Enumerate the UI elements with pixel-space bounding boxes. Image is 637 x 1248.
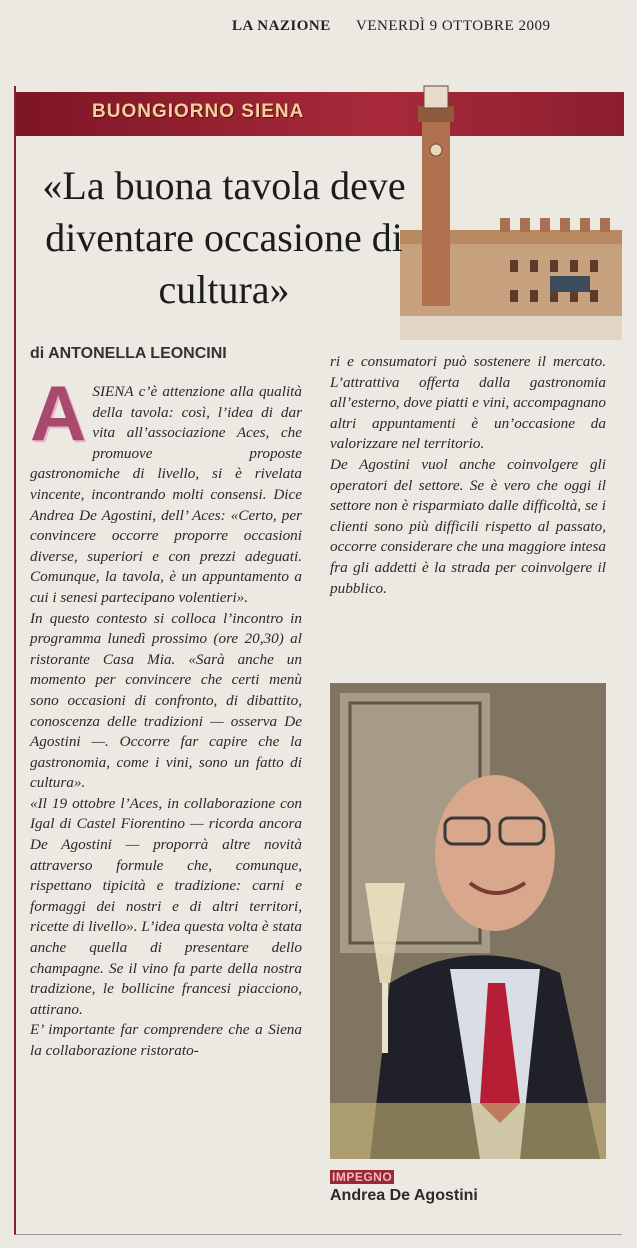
portrait-photo: [330, 683, 606, 1159]
caption-name: Andrea De Agostini: [330, 1187, 478, 1204]
tower-clock: [430, 144, 442, 156]
siena-tower-image: [400, 80, 622, 340]
piazza-ground: [400, 316, 622, 340]
headline: «La buona tavola deve diventare occasione di cultura»: [42, 163, 406, 312]
flag-shape: [550, 276, 590, 292]
palazzo-battlements: [500, 218, 610, 232]
article-column-right: [330, 352, 606, 599]
byline: di ANTONELLA LEONCINI: [30, 345, 227, 362]
paragraph: E’ importante far comprendere che a Siena la collaborazione ristorato-: [30, 1021, 302, 1059]
issue-date: VENERDÌ 9 OTTOBRE 2009: [356, 18, 551, 34]
paragraph: «Il 19 ottobre l’Aces, in collaborazione con Igal di Castel Fiorentino — ricorda ancora De Agostini — proporrà altre novità attraverso formule che, comunque, rispettano tipicità e tradizione: carni e formaggi dei nostri e di altri territori, ricette di livello». L’idea questa volta è stata anche quella di presentare dello champagne. Se il vino fa parte della nostra tradizione, le bollicine francesi piacciono, attirano.: [30, 794, 302, 1018]
article-column-left: [30, 369, 302, 1062]
tower-bell: [424, 86, 448, 108]
section-title: BUONGIORNO SIENA: [92, 101, 305, 122]
drop-cap: A: [30, 369, 87, 457]
paragraph: In questo contesto si colloca l’incontro in programma lunedì prossimo (ore 20,30) al ristorante Casa Mia. «Sarà anche un momento per convincere che certi menù sono occasioni di confronto, di dibattito, conoscenza delle tradizioni — osserva De Agostini —. Occorre far capire che la gastronomia, come i vini, sono un fatto di cultura».: [30, 609, 302, 792]
face-shape: [435, 775, 555, 931]
caption-tag: IMPEGNO: [332, 1170, 393, 1184]
paragraph: SIENA c’è attenzione alla qualità della tavola: così, l’idea di dar vita all’associazione Aces, che promuove proposte gastronomiche di livello, si è rivelata vincente, incontrando molti consensi. Dice Andrea De Agostini, dell’ Aces: «Certo, per convincere occorre proporre occasioni diverse, superiori e con prezzi adeguati. Comunque, la tavola, è un appuntamento a cui i senesi partecipano volentieri».: [30, 383, 302, 606]
table-flowers: [330, 1103, 606, 1159]
paragraph: ri e consumatori può sostenere il mercato. L’attrattiva offerta dalla gastronomia all’esterno, dove piatti e vini, accompagnano altri appuntamenti è un’occasione da valorizzare nel territorio.: [330, 353, 606, 453]
newspaper-name: LA NAZIONE: [232, 18, 331, 34]
glass-stem: [382, 983, 388, 1053]
masthead: [0, 14, 637, 38]
paragraph: De Agostini vuol anche coinvolgere gli operatori del settore. Se è vero che oggi il settore non è risparmiato dalle difficoltà, se i clienti sono più difficili rispetto al passato, occorre considerare che una maggiore intesa fra gli addetti è la strada per coinvolgere il pubblico.: [330, 455, 606, 597]
